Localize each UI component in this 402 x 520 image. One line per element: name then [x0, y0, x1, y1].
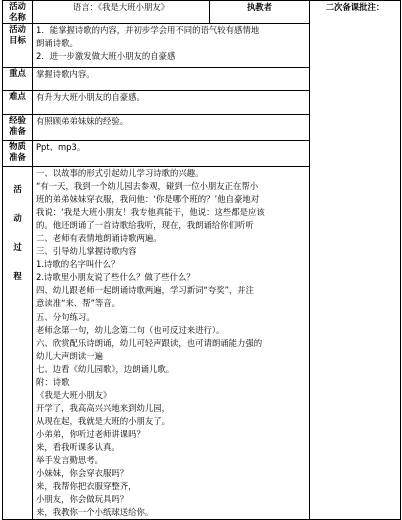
- process-line: 《我是大班小朋友》: [36, 389, 112, 400]
- process-line: 一、以故事的形式引起幼儿学习诗歌的兴趣。: [36, 168, 204, 178]
- process-line: 来，我帮你把衣服穿整齐，: [36, 481, 137, 492]
- process-line: 1.诗歌的名字叫什么？: [36, 259, 120, 270]
- process-line: 我说：‘我是大班小朋友！我专他真能干，他说：这些都是应该: [36, 207, 265, 218]
- process-line: 2.诗歌里小朋友说了些什么？做了些什么？: [36, 272, 195, 283]
- process-line: 意读准“来、帮”等音。: [36, 298, 121, 309]
- process-line: 的。他还朗诵了一首诗歌给我听，现在，我朗诵给你们听听: [36, 220, 254, 231]
- process-line: 七、边看《幼儿园歌》，边朗诵儿歌。: [36, 363, 175, 374]
- process-line: 来，我教你一个小纸球送给你。: [36, 507, 154, 518]
- process-line: 小妹妹，你会穿衣服吗？: [36, 468, 129, 479]
- process-label-char: 过: [13, 242, 22, 252]
- materials-text: Ppt、mp3。: [33, 141, 310, 167]
- process-line: 四、幼儿跟老师一起朗诵诗歌两遍，学习新词“夸奖”，并注: [36, 285, 255, 296]
- process-line: 小朋友，你会做玩具吗？: [36, 494, 129, 505]
- process-line: 六、欣赏配乐诗朗诵，幼儿可轻声跟读，也可请朗诵能力强的: [36, 337, 263, 348]
- process-line: 举手发言勤思考。: [36, 455, 103, 466]
- process-label-char: 活: [13, 184, 22, 194]
- lesson-plan-table: [2, 0, 401, 520]
- process-line: 小弟弟，你听过老师讲课吗？: [36, 428, 145, 439]
- process-label: [3, 167, 33, 520]
- experience-label: 经验准备: [3, 115, 33, 141]
- difficulty-text: 有升为大班小朋友的自豪感。: [33, 91, 310, 115]
- second-edit-column: [310, 1, 401, 520]
- experience-text: 有照顾弟弟妹妹的经验。: [33, 115, 310, 141]
- process-line: 开学了，我高高兴兴地来到幼儿园，: [36, 402, 170, 413]
- goals-label: 活动目标: [3, 24, 33, 68]
- activity-name-label: 活动名称: [3, 1, 33, 24]
- process-content: [33, 167, 310, 520]
- process-line: 老师念第一句，幼儿念第二句（也可反过来进行）。: [36, 324, 225, 335]
- second-edit-label: 二次备课批注：: [325, 2, 385, 12]
- process-line: “有一天，我到一个幼儿园去参观，碰到一位小朋友正在帮小: [36, 181, 259, 192]
- process-line: 三、引导幼儿掌握诗歌内容: [36, 246, 137, 257]
- difficulty-label: 难点: [3, 91, 33, 115]
- goals-content: [33, 24, 310, 68]
- activity-name-value: 语言：《我是大班小朋友》: [33, 1, 210, 24]
- process-line: 来，看我听课多认真。: [36, 441, 120, 452]
- process-label-char: 动: [13, 213, 22, 223]
- goals-line: 2．进一步激发做大班小朋友的自豪感: [36, 51, 176, 61]
- process-label-char: 程: [13, 271, 22, 281]
- key-point-text: 掌握诗歌内容。: [33, 68, 310, 91]
- executor-label: 执教者: [210, 1, 310, 24]
- process-line: 班的弟弟妹妹穿衣服，我问他：‘你是哪个班的？’他自豪地对: [36, 194, 260, 205]
- process-line: 五、分句练习。: [36, 311, 95, 322]
- goals-line: 1．能掌握诗歌的内容，并初步学会用不同的语气较有感情地: [36, 25, 260, 35]
- process-line: 二、老师有表情地朗诵诗歌两遍。: [36, 233, 162, 244]
- key-point-label: 重点: [3, 68, 33, 91]
- process-line: 从现在起，我就是大班的小朋友了。: [36, 415, 170, 426]
- goals-line: 朗诵诗歌。: [36, 38, 78, 48]
- process-line: 附：诗歌: [36, 376, 70, 387]
- materials-label: 物质准备: [3, 141, 33, 167]
- process-line: 幼儿大声朗读一遍: [36, 350, 103, 361]
